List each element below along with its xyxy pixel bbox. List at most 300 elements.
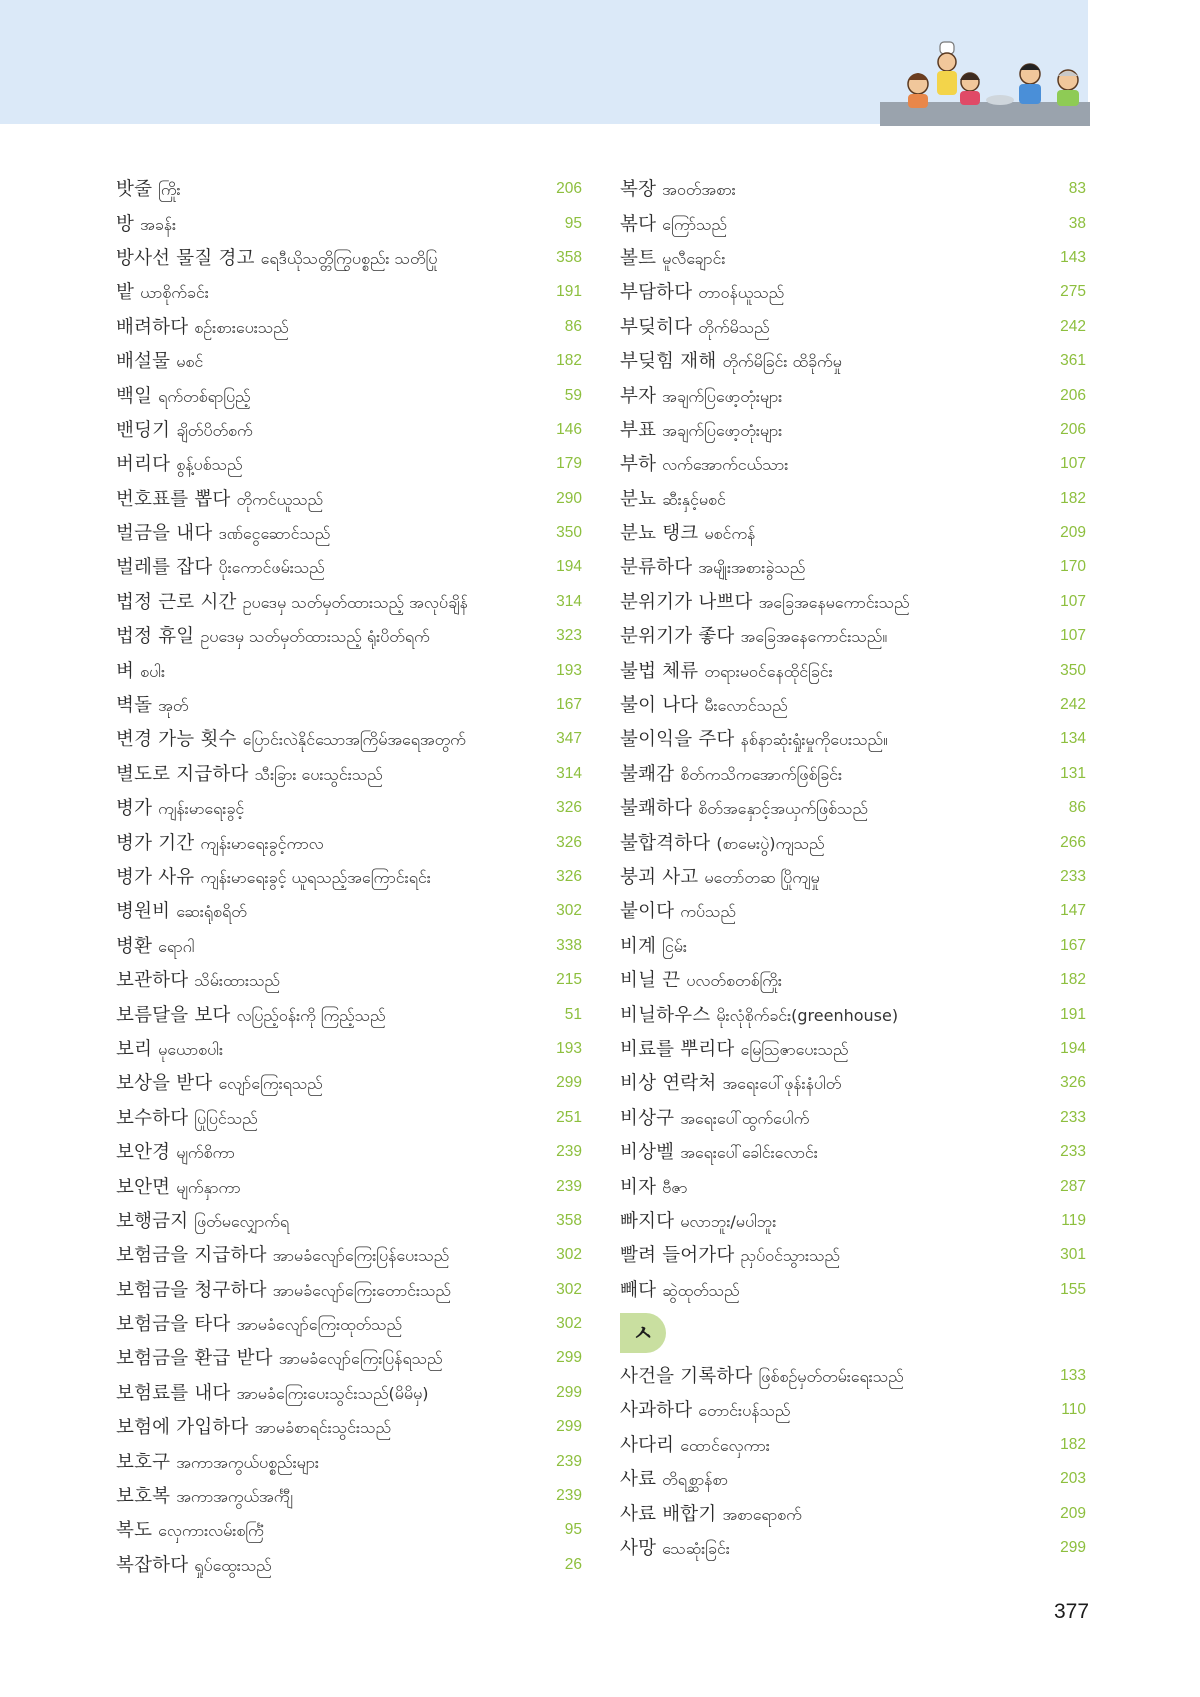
index-entry <box>620 825 1086 859</box>
index-entry <box>116 860 582 894</box>
korean-term: 벽돌 <box>116 695 153 717</box>
index-term <box>116 794 244 822</box>
page-number: 377 <box>1054 1600 1090 1623</box>
index-entry <box>620 929 1086 963</box>
korean-term: 비닐하우스 <box>620 1004 711 1026</box>
korean-term: 부표 <box>620 419 657 441</box>
index-term <box>620 175 736 203</box>
index-term <box>620 1241 840 1269</box>
index-entry <box>620 241 1086 275</box>
index-term <box>116 829 324 857</box>
index-entry <box>620 1428 1086 1462</box>
index-entry <box>620 172 1086 206</box>
index-term <box>620 347 842 375</box>
myanmar-translation: ရက်တစ်ရာပြည့် <box>158 386 251 406</box>
myanmar-translation: လပြည့်ဝန်းကို ကြည့်သည် <box>236 1005 386 1025</box>
korean-term: 배려하다 <box>116 316 189 338</box>
myanmar-translation: စွန့်ပစ်သည် <box>176 455 243 475</box>
korean-term: 비상 연락처 <box>620 1073 717 1095</box>
korean-term: 배설물 <box>116 351 171 373</box>
myanmar-translation: အခြေအနေကောင်းသည်။ <box>740 627 888 647</box>
index-term <box>620 519 755 547</box>
index-entry <box>116 1376 582 1410</box>
korean-term: 보행금지 <box>116 1210 189 1232</box>
korean-term: 병가 기간 <box>116 832 195 854</box>
page-reference: 182 <box>556 352 582 370</box>
page-reference: 239 <box>556 1143 582 1161</box>
page-reference: 155 <box>1060 1280 1086 1298</box>
korean-term: 백일 <box>116 385 153 407</box>
page-reference: 326 <box>556 868 582 885</box>
index-term <box>116 1069 323 1097</box>
section-letter-badge: ㅅ <box>620 1313 666 1353</box>
korean-term: 보험금을 타다 <box>116 1314 231 1336</box>
index-term <box>116 1413 391 1441</box>
korean-term: 분뇨 탱크 <box>620 523 699 545</box>
page-reference: 182 <box>1060 489 1086 507</box>
korean-term: 부담하다 <box>620 282 693 304</box>
index-entry <box>620 1496 1086 1530</box>
page-reference: 179 <box>556 455 582 473</box>
page-reference: 133 <box>1060 1367 1086 1385</box>
page-reference: 242 <box>1060 317 1086 335</box>
page-reference: 242 <box>1060 696 1086 714</box>
page-reference: 167 <box>556 696 582 714</box>
index-entry <box>116 997 582 1031</box>
page-reference: 299 <box>556 1074 582 1092</box>
page-reference: 134 <box>1060 730 1086 748</box>
index-term <box>620 932 687 960</box>
index-term <box>116 1138 235 1166</box>
korean-term: 불합격하다 <box>620 832 711 854</box>
index-term <box>620 622 887 650</box>
myanmar-translation: ဖြတ်မလျှောက်ရ <box>194 1211 290 1231</box>
index-group-right-b <box>620 1359 1086 1565</box>
myanmar-translation: ပလတ်စတစ်ကြိုး <box>686 971 782 991</box>
index-entry <box>116 1444 582 1478</box>
index-entry <box>620 653 1086 687</box>
index-entry <box>116 688 582 722</box>
myanmar-translation: ဆီးနှင့်မစင် <box>662 489 726 509</box>
index-term <box>116 725 466 753</box>
myanmar-translation: လက်အောက်ငယ်သား <box>662 455 789 475</box>
myanmar-translation: မစင် <box>176 352 204 372</box>
page-reference: 95 <box>564 214 582 232</box>
page-reference: 361 <box>1060 352 1086 370</box>
index-term <box>620 382 782 410</box>
myanmar-translation: မိုးလုံစိုက်ခင်း(greenhouse) <box>716 1005 899 1025</box>
index-entry <box>620 378 1086 412</box>
myanmar-translation: အစာရောစက် <box>722 1504 802 1524</box>
myanmar-translation: အမျိုးအစားခွဲသည် <box>698 558 806 578</box>
index-term <box>620 1207 776 1235</box>
myanmar-translation: ဥပဒေမှ သတ်မှတ်ထားသည့် အလုပ်ချိန် <box>242 592 468 612</box>
page-reference: 323 <box>556 627 582 645</box>
page-reference: 107 <box>1060 627 1086 645</box>
myanmar-translation: ဥပဒေမှ သတ်မှတ်ထားသည့် ရုံးပိတ်ရက် <box>200 627 430 647</box>
korean-term: 벌금을 내다 <box>116 523 213 545</box>
index-entry <box>116 378 582 412</box>
korean-term: 사다리 <box>620 1434 675 1456</box>
myanmar-translation: (စာမေးပွဲ)ကျသည် <box>716 833 825 853</box>
index-term <box>620 1104 809 1132</box>
index-term <box>116 244 437 272</box>
myanmar-translation: ဗီဇာ <box>662 1177 688 1197</box>
index-entry <box>620 791 1086 825</box>
index-column-left <box>116 172 582 1582</box>
korean-term: 빠지다 <box>620 1210 675 1232</box>
korean-term: 병환 <box>116 935 153 957</box>
index-entry <box>116 825 582 859</box>
myanmar-translation: ကပ်သည် <box>680 902 736 922</box>
page-reference: 302 <box>556 1246 582 1264</box>
korean-term: 사건을 기록하다 <box>620 1366 753 1388</box>
myanmar-translation: အခန်း <box>140 214 177 234</box>
myanmar-translation: တိရစ္ဆာန်စာ <box>662 1470 728 1490</box>
index-term <box>116 1448 319 1476</box>
korean-term: 부딪힘 재해 <box>620 351 717 373</box>
index-term <box>116 1551 272 1579</box>
index-entry <box>620 310 1086 344</box>
myanmar-translation: ကြိုး <box>158 180 181 200</box>
index-term <box>116 278 209 306</box>
page-reference: 299 <box>556 1349 582 1367</box>
korean-term: 불이 나다 <box>620 695 699 717</box>
page-reference: 119 <box>1061 1211 1086 1229</box>
index-term <box>116 1482 293 1510</box>
index-entry <box>620 963 1086 997</box>
index-term <box>620 1534 730 1562</box>
page-reference: 302 <box>556 1280 582 1298</box>
myanmar-translation: မြေဩဇာပေးသည် <box>740 1039 849 1059</box>
page-reference: 193 <box>556 661 582 679</box>
korean-term: 보수하다 <box>116 1107 189 1129</box>
index-entry <box>116 1513 582 1547</box>
index-entry <box>620 447 1086 481</box>
page-reference: 182 <box>1060 971 1086 989</box>
index-entry <box>116 1307 582 1341</box>
myanmar-translation: ကျန်းမာရေးခွင့် ယူရသည့်အကြောင်းရင်း <box>200 868 431 887</box>
index-entry <box>620 1531 1086 1565</box>
page-reference: 290 <box>556 489 582 507</box>
index-entry <box>620 344 1086 378</box>
page-reference: 83 <box>1068 180 1086 198</box>
korean-term: 빨려 들어가다 <box>620 1245 735 1267</box>
myanmar-translation: စိတ်ကသိကအောက်ဖြစ်ခြင်း <box>680 764 843 784</box>
korean-term: 번호표를 뽑다 <box>116 488 231 510</box>
index-term <box>620 794 868 822</box>
index-term <box>116 932 195 960</box>
index-term <box>620 1173 687 1201</box>
myanmar-translation: အရေးပေါ်ဖုန်းနံပါတ် <box>722 1074 842 1094</box>
index-term <box>116 1516 264 1544</box>
korean-term: 분류하다 <box>620 557 693 579</box>
korean-term: 보호구 <box>116 1451 171 1473</box>
page-reference: 358 <box>556 1211 582 1229</box>
page-reference: 206 <box>556 180 582 198</box>
korean-term: 사료 배합기 <box>620 1503 717 1525</box>
myanmar-translation: ချိတ်ပိတ်စက် <box>176 420 253 440</box>
index-entry <box>116 894 582 928</box>
myanmar-translation: မီးလောင်သည် <box>704 696 788 716</box>
index-entry <box>620 688 1086 722</box>
page-reference: 239 <box>556 1487 582 1505</box>
korean-term: 보호복 <box>116 1486 171 1508</box>
page-reference: 302 <box>556 1315 582 1333</box>
myanmar-translation: ရောဂါ <box>158 936 195 956</box>
korean-term: 분위기가 좋다 <box>620 626 735 648</box>
page-reference: 86 <box>564 317 582 335</box>
myanmar-translation: ကျန်းမာရေးခွင့်ကာလ <box>200 833 324 853</box>
index-group-right-a <box>620 172 1086 1307</box>
index-term <box>116 691 188 719</box>
index-entry <box>116 1273 582 1307</box>
index-term <box>116 450 243 478</box>
myanmar-translation: စိတ်အနှောင့်အယှက်ဖြစ်သည် <box>698 799 868 819</box>
index-term <box>620 1276 740 1304</box>
page-reference: 302 <box>556 902 582 920</box>
myanmar-translation: အကာအကွယ်အင်္ကျီ <box>176 1487 293 1507</box>
korean-term: 비상구 <box>620 1107 675 1129</box>
korean-term: 병가 사유 <box>116 867 195 888</box>
index-entry <box>620 757 1086 791</box>
korean-term: 비상벨 <box>620 1142 675 1164</box>
myanmar-translation: ငြမ်း <box>662 936 687 956</box>
index-entry <box>116 172 582 206</box>
korean-term: 법정 휴일 <box>116 626 195 648</box>
page-reference: 59 <box>564 386 582 404</box>
myanmar-translation: ထောင်လှေကား <box>680 1435 770 1455</box>
index-entry <box>116 344 582 378</box>
index-term <box>620 1069 841 1097</box>
index-entry <box>116 1135 582 1169</box>
index-term <box>116 897 247 925</box>
index-term <box>620 1431 770 1459</box>
index-term <box>620 966 782 994</box>
myanmar-translation: အခြေအနေမကောင်းသည် <box>758 592 910 612</box>
index-entry <box>620 1359 1086 1393</box>
myanmar-translation: သိမ်းထားသည် <box>194 971 281 991</box>
myanmar-translation: တောင်းပန်သည် <box>698 1401 791 1421</box>
myanmar-translation: မျက်စိကာ <box>176 1143 235 1163</box>
index-entry <box>620 619 1086 653</box>
index-column-right <box>620 172 1086 1565</box>
index-entry <box>116 722 582 756</box>
myanmar-translation: ယာစိုက်ခင်း <box>140 283 209 303</box>
korean-term: 붙이다 <box>620 901 675 923</box>
korean-term: 병가 <box>116 798 153 820</box>
korean-term: 보험금을 지급하다 <box>116 1245 267 1267</box>
korean-term: 병원비 <box>116 901 171 923</box>
page-reference: 131 <box>1060 764 1086 782</box>
page-reference: 287 <box>1060 1177 1086 1195</box>
page-reference: 26 <box>564 1555 582 1573</box>
page-reference: 51 <box>564 1005 582 1023</box>
index-term <box>116 210 176 238</box>
index-term <box>116 1001 386 1029</box>
index-term <box>116 966 280 994</box>
index-term <box>620 1001 898 1029</box>
index-entry <box>620 1204 1086 1238</box>
index-entry <box>116 310 582 344</box>
index-term <box>116 1276 451 1304</box>
index-term <box>116 553 325 581</box>
page-reference: 233 <box>1060 1143 1086 1161</box>
index-term <box>116 1241 449 1269</box>
page-reference: 182 <box>1060 1435 1086 1453</box>
page-reference: 215 <box>556 971 582 989</box>
myanmar-translation: ပြောင်းလဲနိုင်သောအကြိမ်အရေအတွက် <box>242 730 466 750</box>
korean-term: 붕괴 사고 <box>620 867 699 888</box>
index-term <box>620 210 727 238</box>
myanmar-translation: အာမခံကြေးပေးသွင်းသည်(မိမိမှ) <box>236 1383 429 1403</box>
index-entry <box>116 929 582 963</box>
index-term <box>620 416 782 444</box>
index-entry <box>116 550 582 584</box>
index-entry <box>620 1032 1086 1066</box>
myanmar-translation: တရားမဝင်နေထိုင်ခြင်း <box>704 661 833 681</box>
page-reference: 314 <box>556 592 582 610</box>
myanmar-translation: အုတ် <box>158 696 189 716</box>
myanmar-translation: အရေးပေါ်ခေါင်းလောင်း <box>680 1143 818 1163</box>
index-term <box>620 1396 790 1424</box>
index-entry <box>620 585 1086 619</box>
index-entry <box>116 482 582 516</box>
index-term <box>116 1035 223 1063</box>
korean-term: 불법 체류 <box>620 660 699 682</box>
index-term <box>116 1207 289 1235</box>
korean-term: 버리다 <box>116 454 171 476</box>
index-term <box>620 553 805 581</box>
korean-term: 부하 <box>620 454 657 476</box>
index-entry <box>620 1273 1086 1307</box>
page-reference: 326 <box>556 833 582 851</box>
index-term <box>116 416 253 444</box>
index-term <box>116 588 468 616</box>
page-reference: 206 <box>1060 420 1086 438</box>
index-entry <box>620 860 1086 894</box>
index-term <box>620 657 833 685</box>
page-reference: 191 <box>556 283 582 301</box>
index-entry <box>116 1032 582 1066</box>
page-reference: 350 <box>556 524 582 542</box>
myanmar-translation: မတော်တဆ ပြိုကျမှု <box>704 868 820 887</box>
page-reference: 147 <box>1060 902 1086 920</box>
index-entry <box>116 1341 582 1375</box>
page-reference: 206 <box>1060 386 1086 404</box>
korean-term: 불이익을 주다 <box>620 729 735 751</box>
index-term <box>116 1173 241 1201</box>
page-reference: 314 <box>556 764 582 782</box>
index-entry <box>620 997 1086 1031</box>
korean-term: 방사선 물질 경고 <box>116 247 255 269</box>
index-entry <box>116 791 582 825</box>
myanmar-translation: မစင်ကန် <box>704 524 756 544</box>
korean-term: 비닐 끈 <box>620 970 681 992</box>
index-term <box>620 1500 802 1528</box>
korean-term: 분뇨 <box>620 488 657 510</box>
myanmar-translation: လှေကားလမ်းစင်္ကြံ <box>158 1521 264 1541</box>
korean-term: 별도로 지급하다 <box>116 763 249 785</box>
page-reference: 266 <box>1060 833 1086 851</box>
myanmar-translation: အကာအကွယ်ပစ္စည်းများ <box>176 1452 319 1472</box>
myanmar-translation: ကျန်းမာရေးခွင့် <box>158 799 245 819</box>
korean-term: 복장 <box>620 179 657 201</box>
korean-term: 복잡하다 <box>116 1554 189 1576</box>
myanmar-translation: ပိုးကောင်ဖမ်းသည် <box>218 558 325 578</box>
page-reference: 110 <box>1061 1401 1086 1419</box>
myanmar-translation: အာမခံလျော်ကြေးထုတ်သည် <box>236 1315 403 1335</box>
page-reference: 299 <box>556 1383 582 1401</box>
page-reference: 194 <box>556 558 582 576</box>
myanmar-translation: တိုက်မိသည် <box>698 317 770 337</box>
index-entry <box>116 653 582 687</box>
page-reference: 107 <box>1060 592 1086 610</box>
index-entry <box>620 516 1086 550</box>
myanmar-translation: သီးခြား ပေးသွင်းသည် <box>254 764 383 784</box>
korean-term: 보리 <box>116 1038 153 1060</box>
myanmar-translation: သေဆုံးခြင်း <box>662 1539 730 1559</box>
korean-term: 불쾌감 <box>620 763 675 785</box>
myanmar-translation: လျော်ကြေးရသည် <box>218 1074 323 1094</box>
index-entry <box>116 1101 582 1135</box>
page-reference: 338 <box>556 936 582 954</box>
korean-term: 불쾌하다 <box>620 798 693 820</box>
page-reference: 143 <box>1060 248 1086 266</box>
myanmar-translation: မလာဘူး/မပါဘူး <box>680 1211 777 1231</box>
index-entry <box>116 1204 582 1238</box>
page-reference: 239 <box>556 1452 582 1470</box>
myanmar-translation: ဒဏ်ငွေဆောင်သည် <box>218 524 331 544</box>
index-entry <box>116 585 582 619</box>
index-term <box>620 278 784 306</box>
korean-term: 사망 <box>620 1538 657 1560</box>
index-entry <box>620 1238 1086 1272</box>
index-entry <box>620 482 1086 516</box>
index-term <box>620 1362 904 1390</box>
index-term <box>620 1035 848 1063</box>
index-term <box>620 1465 728 1493</box>
korean-term: 보름달을 보다 <box>116 1004 231 1026</box>
myanmar-translation: တိုကင်ယူသည် <box>236 489 324 509</box>
page-reference: 209 <box>1060 524 1086 542</box>
index-term <box>620 897 736 925</box>
myanmar-translation: ကြော်သည် <box>662 214 728 234</box>
index-entry <box>116 757 582 791</box>
myanmar-translation: ဖြစ်စဉ်မှတ်တမ်းရေးသည် <box>758 1367 904 1387</box>
myanmar-translation: အာမခံလျော်ကြေးပြန်ပေးသည် <box>272 1246 450 1266</box>
korean-term: 사과하다 <box>620 1400 693 1422</box>
index-term <box>620 313 770 341</box>
page-reference: 347 <box>556 730 582 748</box>
index-term <box>620 450 788 478</box>
page-reference: 107 <box>1060 455 1086 473</box>
myanmar-translation: ရေဒီယိုသတ္တိကြွပစ္စည်း သတိပြု <box>260 248 438 268</box>
index-term <box>116 519 330 547</box>
index-term <box>620 588 910 616</box>
korean-term: 부딪히다 <box>620 316 693 338</box>
index-entry <box>116 516 582 550</box>
index-entry <box>116 1066 582 1100</box>
korean-term: 볶다 <box>620 213 657 235</box>
index-entry <box>620 1135 1086 1169</box>
korean-term: 비계 <box>620 935 657 957</box>
page-reference: 86 <box>1068 799 1086 817</box>
index-term <box>620 691 788 719</box>
korean-term: 분위기가 나쁘다 <box>620 591 753 613</box>
index-term <box>116 1344 443 1372</box>
myanmar-translation: မူလီချောင်း <box>662 248 726 268</box>
